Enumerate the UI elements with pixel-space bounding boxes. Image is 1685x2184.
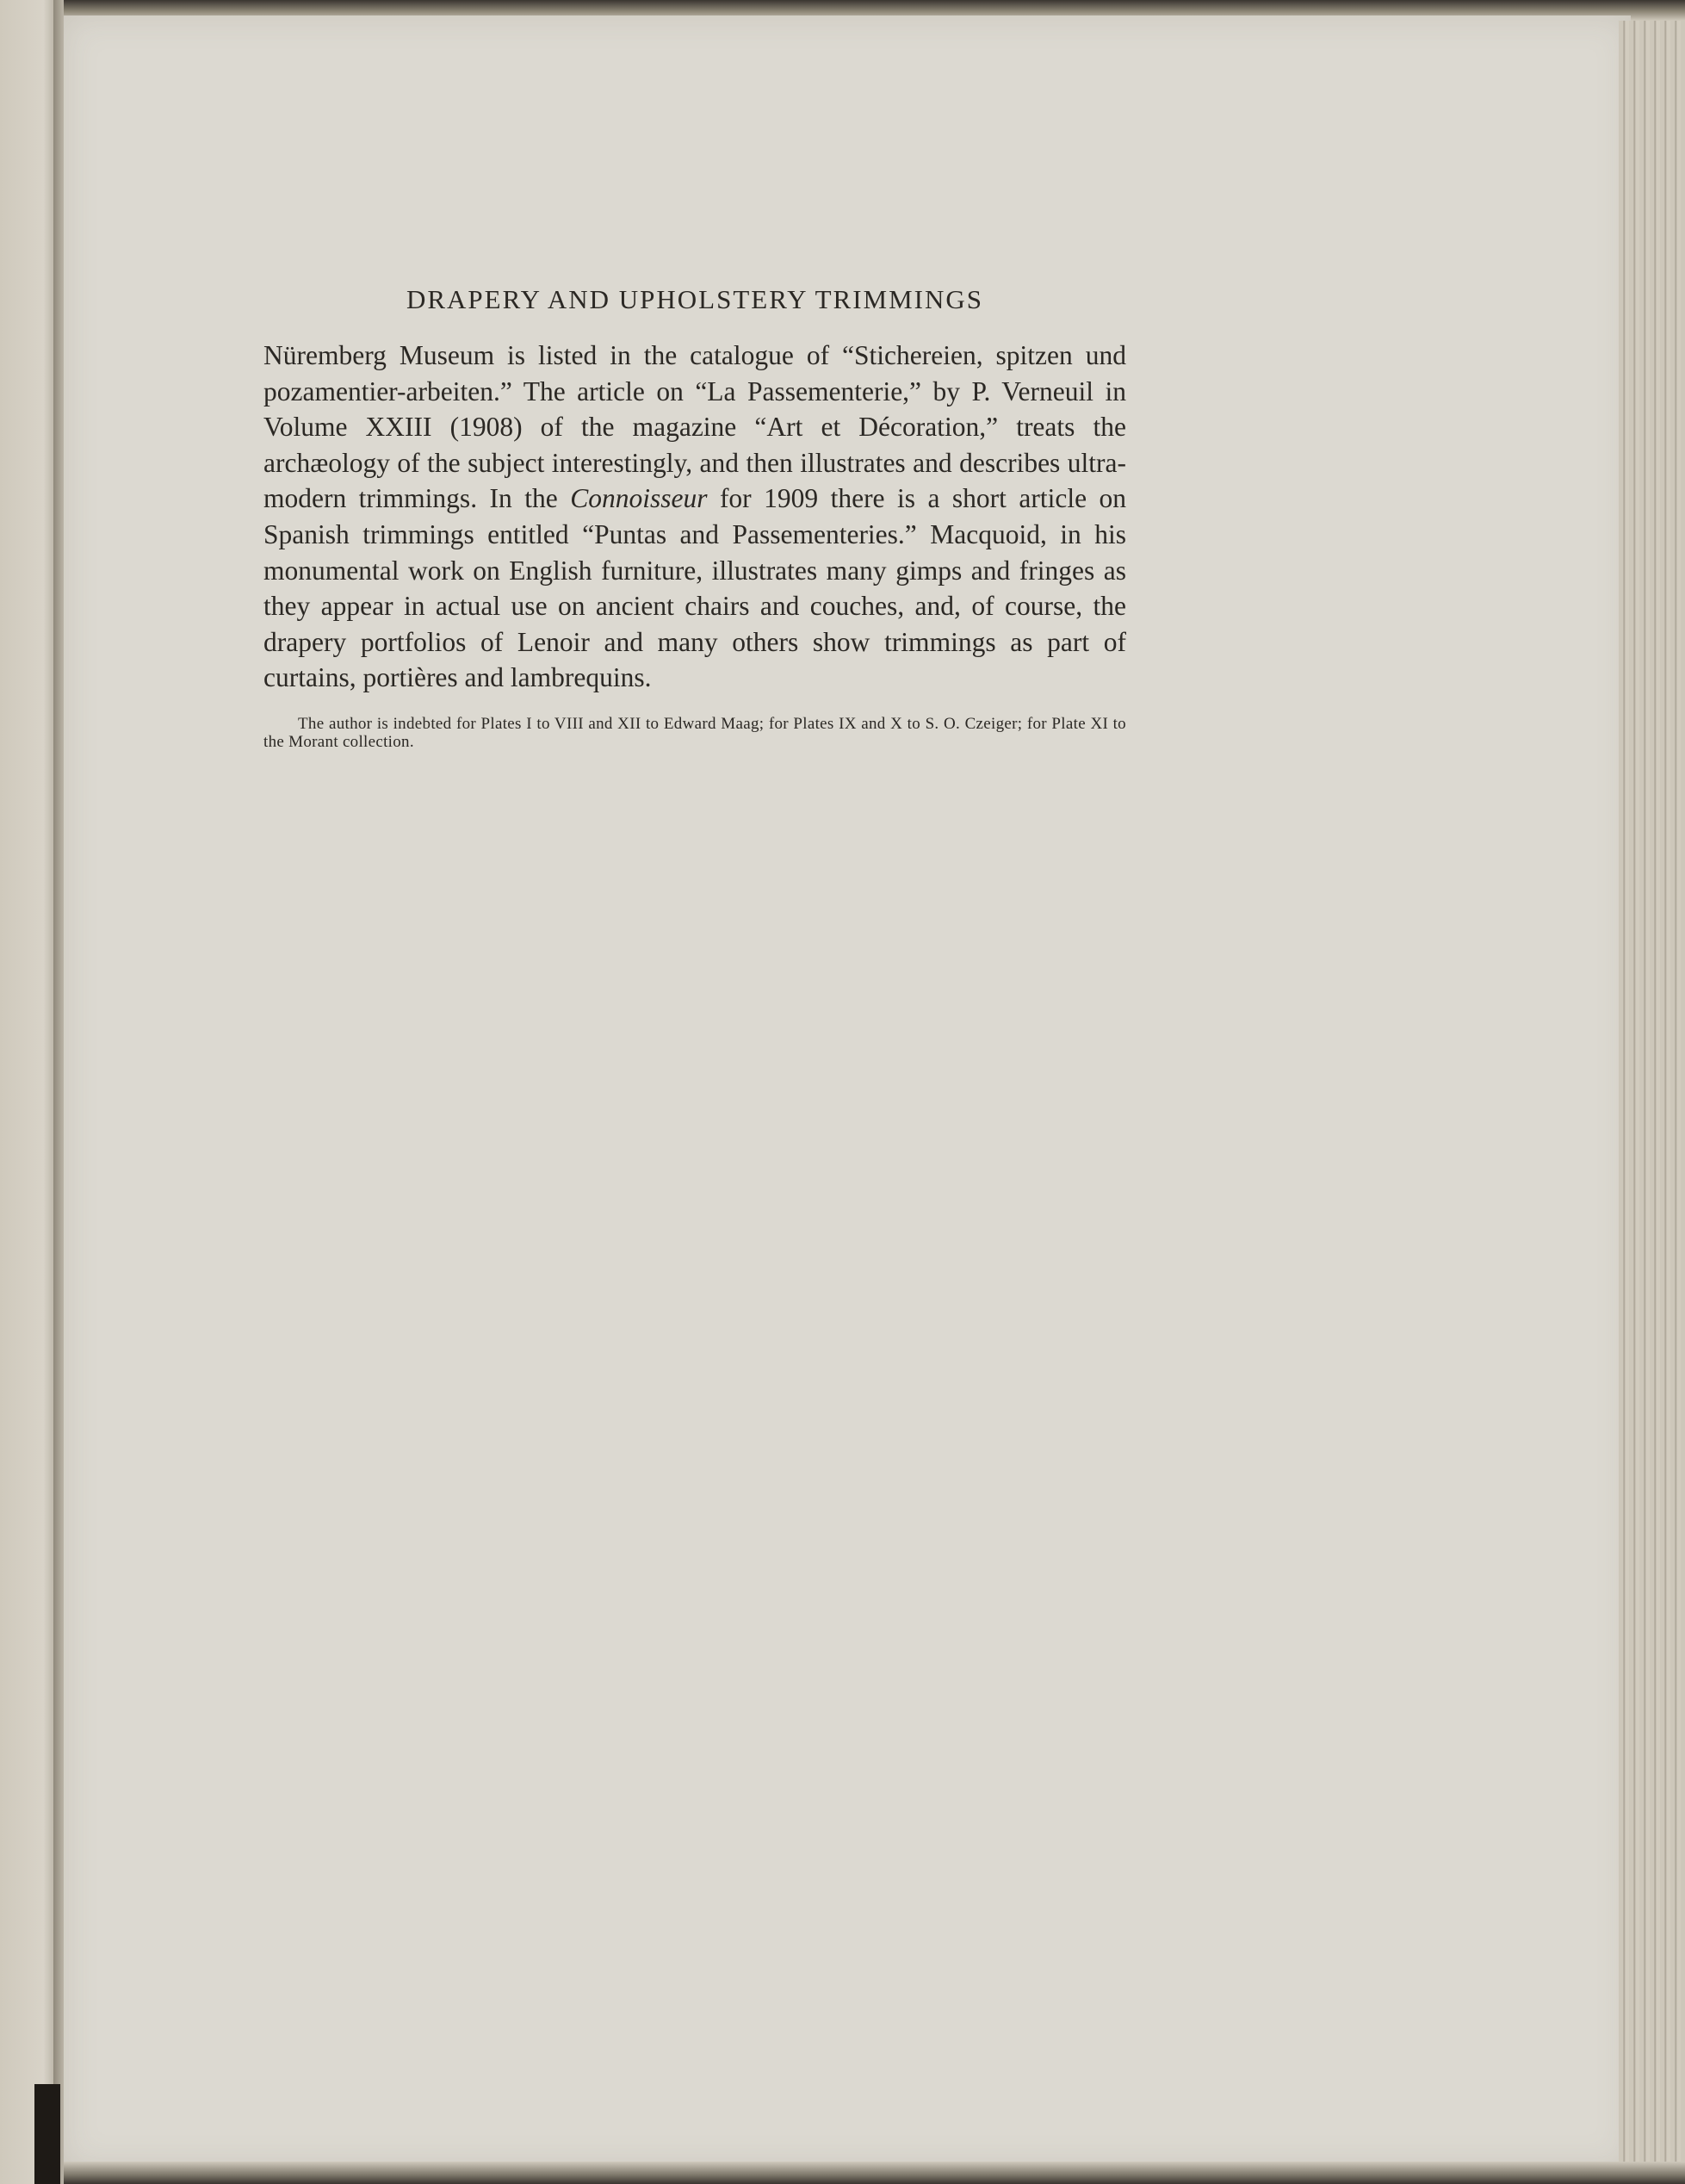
body-text-italic-title: Connoisseur (570, 483, 708, 514)
page-fore-edge (1619, 21, 1685, 2174)
body-paragraph (263, 338, 1126, 696)
page-bottom-edge (64, 2162, 1685, 2184)
text-block (263, 284, 1126, 751)
book-cover-corner (34, 2084, 60, 2184)
body-text-part-2: for 1909 there is a short article on Spanish trimmings entitled “Puntas and Passementeries.” Macquoid, in his monumental work on English furniture, illustrates many gimps and fringes as they appear in actual use on ancient chairs and couches, and, of course, the drapery portfolios of Lenoir and many others show trimmings as part of curtains, portières and lambrequins. (263, 483, 1127, 693)
body-text-part-1: Nüremberg Museum is listed in the catalogue of “Stichereien, spitzen und pozamentier-arbeiten.” The article on “La Passementerie,” by P. Verneuil in Volume XXIII (1908) of the magazine “Art et Décoration,” treats the archæology of the subject interestingly, and then illustrates and describes ultra-modern trimmings. In the (263, 340, 1126, 514)
running-head: DRAPERY AND UPHOLSTERY TRIMMINGS (406, 284, 984, 314)
footnote: The author is indebted for Plates I to VIII and XII to Edward Maag; for Plates IX and X to S. O. Czeiger; for Plate XI to the Morant collection. (263, 714, 1126, 751)
